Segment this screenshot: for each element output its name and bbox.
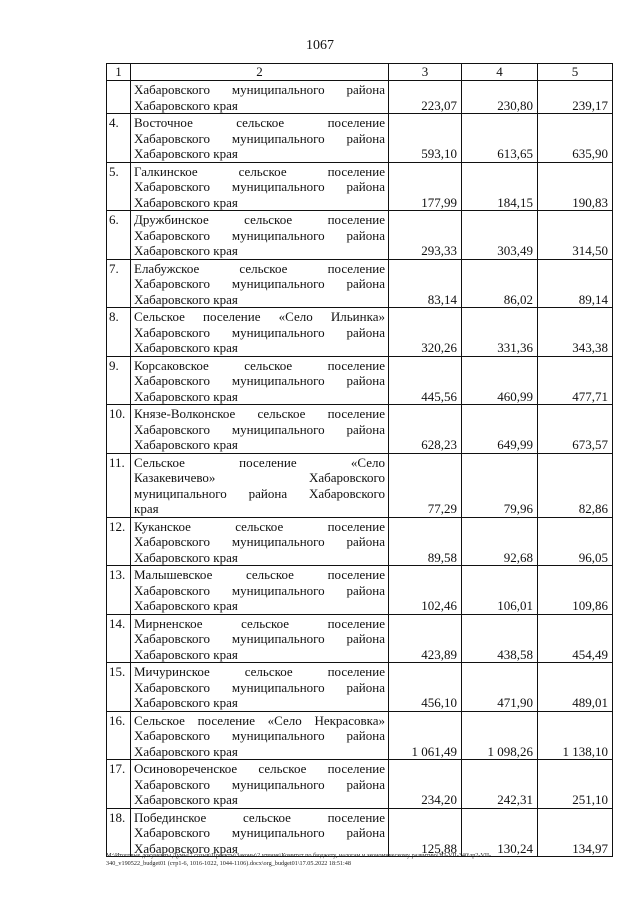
column-header: 2 (131, 64, 389, 81)
settlement-name-line: Хабаровского края (134, 792, 238, 807)
settlement-name-line: Осиновореченское сельское поселение (134, 761, 385, 776)
value-v3: 234,20 (389, 760, 462, 809)
value-v4: 649,99 (462, 405, 538, 454)
settlement-name-line: муниципального района Хабаровского (134, 485, 385, 501)
value-v5: 1 138,10 (538, 711, 613, 760)
row-number: 8. (107, 308, 131, 357)
settlement-name-line: Корсаковское сельское поселение (134, 357, 385, 373)
settlement-name-line: Елабужское сельское поселение (134, 260, 385, 276)
settlement-name-line: Дружбинское сельское поселение (134, 212, 385, 227)
settlement-name-line: Хабаровского края (134, 291, 238, 307)
value-v5: 635,90 (538, 114, 613, 163)
value-v4: 230,80 (462, 81, 538, 114)
row-number: 10. (107, 405, 131, 454)
settlement-name-line: Хабаровского края (134, 695, 238, 710)
value-v5: 89,14 (538, 259, 613, 308)
budget-table (106, 63, 613, 857)
settlement-name-line: Хабаровского муниципального района (134, 582, 385, 598)
value-v5: 489,01 (538, 663, 613, 712)
settlement-name-line: Хабаровского края (134, 388, 238, 404)
column-header: 4 (462, 64, 538, 81)
value-v3: 89,58 (389, 517, 462, 566)
footer-line: M:\Итоговые документы Думы\7 созыв\Проекты\Законы\2 чтение\Комитет по бюджету, налогам и экономическому развитию\ЗП-VII-340\зр2-VII- (106, 852, 492, 859)
settlement-name-line: Хабаровского края (134, 97, 238, 113)
table-row (107, 162, 613, 211)
column-number-row (107, 64, 613, 81)
table-row (107, 211, 613, 260)
value-v4: 460,99 (462, 356, 538, 405)
settlement-name-line: Сельское поселение «Село Некрасовка» (134, 712, 385, 728)
settlement-name (131, 808, 389, 857)
settlement-name (131, 614, 389, 663)
settlement-name-line: Хабаровского муниципального района (134, 179, 385, 194)
value-v4: 242,31 (462, 760, 538, 809)
settlement-name (131, 517, 389, 566)
settlement-name-line: Хабаровского муниципального района (134, 679, 385, 695)
settlement-name (131, 453, 389, 517)
settlement-name-line: Хабаровского муниципального района (134, 276, 385, 291)
settlement-name-line: Хабаровского края (134, 243, 238, 258)
settlement-name-line: Побединское сельское поселение (134, 809, 385, 825)
row-number: 14. (107, 614, 131, 663)
row-number: 9. (107, 356, 131, 405)
value-v4: 106,01 (462, 566, 538, 615)
settlement-name-line: Хабаровского муниципального района (134, 227, 385, 243)
value-v3: 223,07 (389, 81, 462, 114)
value-v4: 303,49 (462, 211, 538, 260)
value-v4: 613,65 (462, 114, 538, 163)
settlement-name (131, 760, 389, 809)
settlement-name-line: Мирненское сельское поселение (134, 615, 385, 631)
settlement-name (131, 81, 389, 114)
settlement-name-line: Хабаровского муниципального района (134, 324, 385, 340)
table-row (107, 614, 613, 663)
column-header: 5 (538, 64, 613, 81)
settlement-name-line: Хабаровского края (134, 340, 238, 355)
value-v3: 102,46 (389, 566, 462, 615)
value-v3: 445,56 (389, 356, 462, 405)
value-v4: 92,68 (462, 517, 538, 566)
table-body (107, 64, 613, 857)
settlement-name (131, 711, 389, 760)
value-v5: 96,05 (538, 517, 613, 566)
footer-line: 340_v190522_budget01 (стр1-6, 1016-1022, 1044-1106).docx\org_budget01\17.05.2022 18:51:48 (106, 860, 351, 867)
row-number (107, 81, 131, 114)
table-row (107, 81, 613, 114)
table-row (107, 711, 613, 760)
value-v5: 454,49 (538, 614, 613, 663)
row-number: 15. (107, 663, 131, 712)
row-number: 18. (107, 808, 131, 857)
value-v3: 77,29 (389, 453, 462, 517)
settlement-name-line: Хабаровского края (134, 146, 238, 161)
settlement-name-line: Сельское поселение «Село Ильинка» (134, 309, 385, 324)
value-v4: 130,24 (462, 808, 538, 857)
settlement-name-line: Хабаровского края (134, 743, 238, 759)
value-v4: 86,02 (462, 259, 538, 308)
settlement-name-line: Мичуринское сельское поселение (134, 664, 385, 679)
settlement-name-line: Хабаровского муниципального района (134, 130, 385, 146)
table-row (107, 808, 613, 857)
value-v3: 177,99 (389, 162, 462, 211)
row-number: 16. (107, 711, 131, 760)
row-number: 5. (107, 162, 131, 211)
value-v5: 343,38 (538, 308, 613, 357)
table-row (107, 760, 613, 809)
column-header: 3 (389, 64, 462, 81)
value-v5: 477,71 (538, 356, 613, 405)
value-v3: 83,14 (389, 259, 462, 308)
settlement-name-line: Восточное сельское поселение (134, 115, 385, 130)
settlement-name-line: Хабаровского муниципального района (134, 421, 385, 437)
table-row (107, 259, 613, 308)
row-number: 7. (107, 259, 131, 308)
settlement-name-line: Хабаровского муниципального района (134, 776, 385, 792)
row-number: 13. (107, 566, 131, 615)
settlement-name-line: Куканское сельское поселение (134, 518, 385, 534)
settlement-name-line: Казакевичево» Хабаровского (134, 470, 385, 485)
table-row (107, 663, 613, 712)
settlement-name-line: Малышевское сельское поселение (134, 567, 385, 582)
table-row (107, 114, 613, 163)
value-v3: 423,89 (389, 614, 462, 663)
page-number: 1067 (306, 38, 334, 53)
settlement-name-line: Сельское поселение «Село (134, 454, 385, 470)
value-v3: 628,23 (389, 405, 462, 454)
settlement-name (131, 114, 389, 163)
settlement-name-line: Галкинское сельское поселение (134, 163, 385, 179)
value-v5: 109,86 (538, 566, 613, 615)
table-row (107, 517, 613, 566)
settlement-name-line: Хабаровского края (134, 194, 238, 210)
value-v3: 593,10 (389, 114, 462, 163)
settlement-name (131, 663, 389, 712)
settlement-name-line: края (134, 501, 159, 516)
row-number: 4. (107, 114, 131, 163)
value-v5: 251,10 (538, 760, 613, 809)
value-v4: 184,15 (462, 162, 538, 211)
table-row (107, 453, 613, 517)
file-path-footer (106, 852, 618, 868)
row-number: 12. (107, 517, 131, 566)
settlement-name-line: Хабаровского муниципального района (134, 373, 385, 388)
settlement-name-line: Хабаровского муниципального района (134, 728, 385, 743)
value-v5: 134,97 (538, 808, 613, 857)
settlement-name-line: Князе-Волконское сельское поселение (134, 406, 385, 421)
settlement-name-line: Хабаровского края (134, 646, 238, 662)
value-v4: 471,90 (462, 663, 538, 712)
settlement-name (131, 356, 389, 405)
settlement-name-line: Хабаровского муниципального района (134, 534, 385, 549)
value-v3: 456,10 (389, 663, 462, 712)
value-v3: 125,88 (389, 808, 462, 857)
settlement-name-line: Хабаровского муниципального района (134, 631, 385, 646)
value-v5: 673,57 (538, 405, 613, 454)
value-v5: 82,86 (538, 453, 613, 517)
column-header: 1 (107, 64, 131, 81)
value-v4: 438,58 (462, 614, 538, 663)
settlement-name-line: Хабаровского края (134, 549, 238, 565)
settlement-name (131, 162, 389, 211)
settlement-name-line: Хабаровского края (134, 598, 238, 613)
table-row (107, 308, 613, 357)
table-row (107, 405, 613, 454)
table-row (107, 566, 613, 615)
value-v4: 79,96 (462, 453, 538, 517)
settlement-name (131, 259, 389, 308)
row-number: 11. (107, 453, 131, 517)
value-v4: 1 098,26 (462, 711, 538, 760)
settlement-name (131, 308, 389, 357)
settlement-name-line: Хабаровского муниципального района (134, 825, 385, 840)
value-v4: 331,36 (462, 308, 538, 357)
value-v5: 190,83 (538, 162, 613, 211)
settlement-name (131, 405, 389, 454)
value-v3: 320,26 (389, 308, 462, 357)
settlement-name (131, 211, 389, 260)
settlement-name (131, 566, 389, 615)
settlement-name-line: Хабаровского муниципального района (134, 82, 385, 97)
value-v5: 239,17 (538, 81, 613, 114)
table-row (107, 356, 613, 405)
settlement-name-line: Хабаровского края (134, 840, 238, 856)
value-v3: 1 061,49 (389, 711, 462, 760)
value-v3: 293,33 (389, 211, 462, 260)
row-number: 17. (107, 760, 131, 809)
settlement-name-line: Хабаровского края (134, 437, 238, 452)
row-number: 6. (107, 211, 131, 260)
value-v5: 314,50 (538, 211, 613, 260)
